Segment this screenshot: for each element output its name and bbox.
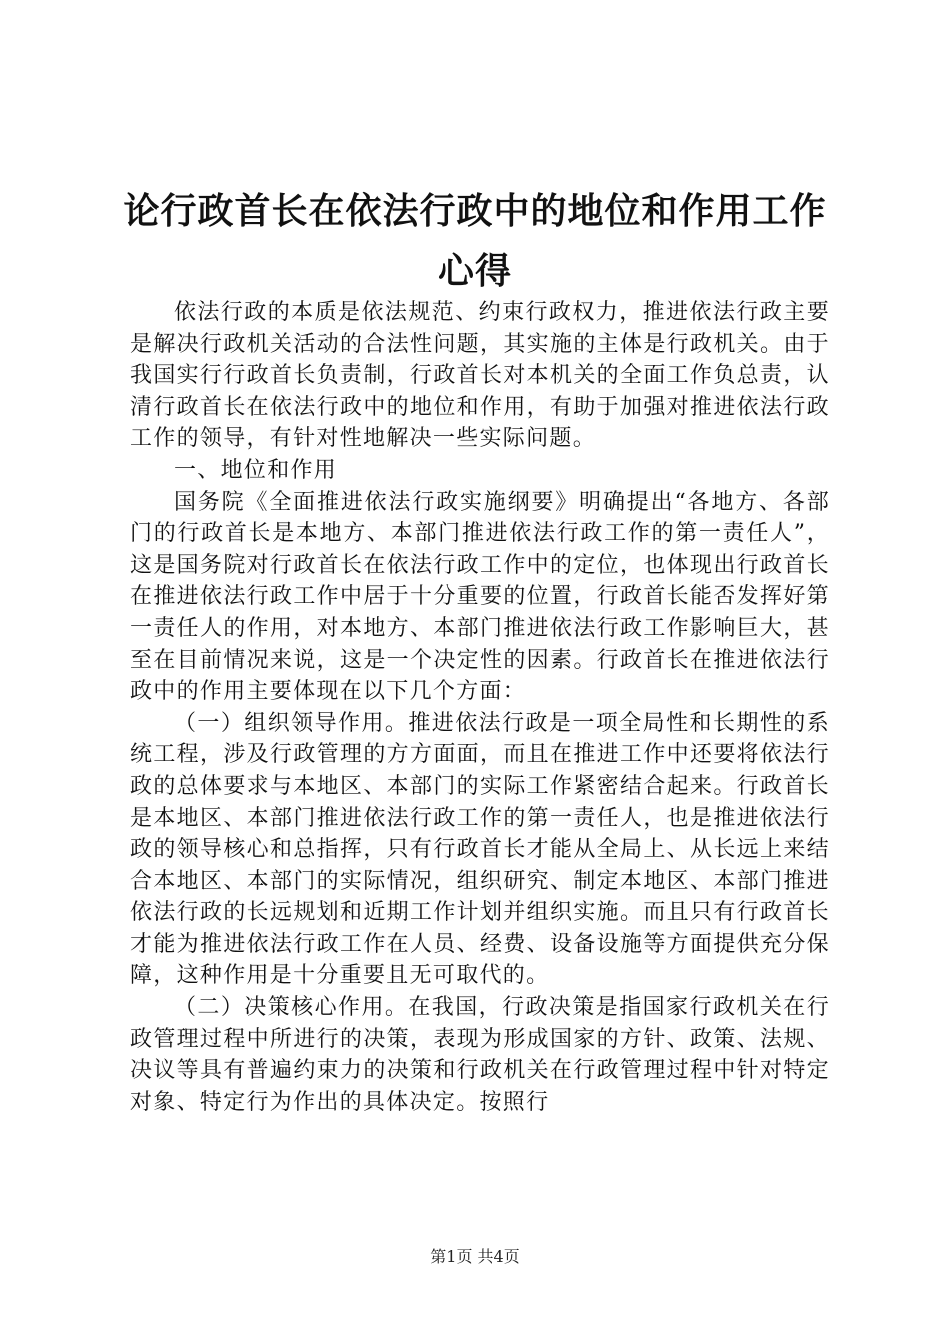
paragraph-organizational-leadership: （一）组织领导作用。推进依法行政是一项全局性和长期性的系统工程，涉及行政管理的方方面面，而且在推进工作中还要将依法行政的总体要求与本地区、本部门的实际工作紧密结合起来。行政首长是本地区、本部门推进依法行政工作的第一责任人，也是推进依法行政的领导核心和总指挥，只有行政首长才能从全局上、从长远上来结合本地区、本部门的实际情况，组织研究、制定本地区、本部门推进依法行政的长远规划和近期工作计划并组织实施。而且只有行政首长才能为推进依法行政工作在人员、经费、设备设施等方面提供充分保障，这种作用是十分重要且无可取代的。	[130, 710, 830, 989]
paragraph-state-council: 国务院《全面推进依法行政实施纲要》明确提出“各地方、各部门的行政首长是本地方、本部门推进依法行政工作的第一责任人”，这是国务院对行政首长在依法行政工作中的定位，也体现出行政首长在推进依法行政工作中居于十分重要的位置，行政首长能否发挥好第一责任人的作用，对本地方、本部门推进依法行政工作影响巨大，甚至在目前情况来说，这是一个决定性的因素。行政首长在推进依法行政中的作用主要体现在以下几个方面：	[130, 489, 830, 705]
document-body	[130, 297, 830, 1118]
page-footer: 第1页 共4页	[430, 1247, 520, 1266]
paragraph-decision-core: （二）决策核心作用。在我国，行政决策是指国家行政机关在行政管理过程中所进行的决策，表现为形成国家的方针、政策、法规、决议等具有普遍约束力的决策和行政机关在行政管理过程中针对特定对象、特定行为作出的具体决定。按照行	[130, 995, 830, 1115]
paragraph-intro: 依法行政的本质是依法规范、约束行政权力，推进依法行政主要是解决行政机关活动的合法性问题，其实施的主体是行政机关。由于我国实行行政首长负责制，行政首长对本机关的全面工作负总责，认清行政首长在依法行政中的地位和作用，有助于加强对推进依法行政工作的领导，有针对性地解决一些实际问题。	[130, 300, 830, 452]
document-title: 论行政首长在依法行政中的地位和作用工作心得	[123, 191, 827, 292]
section-heading: 一、地位和作用	[174, 457, 338, 483]
